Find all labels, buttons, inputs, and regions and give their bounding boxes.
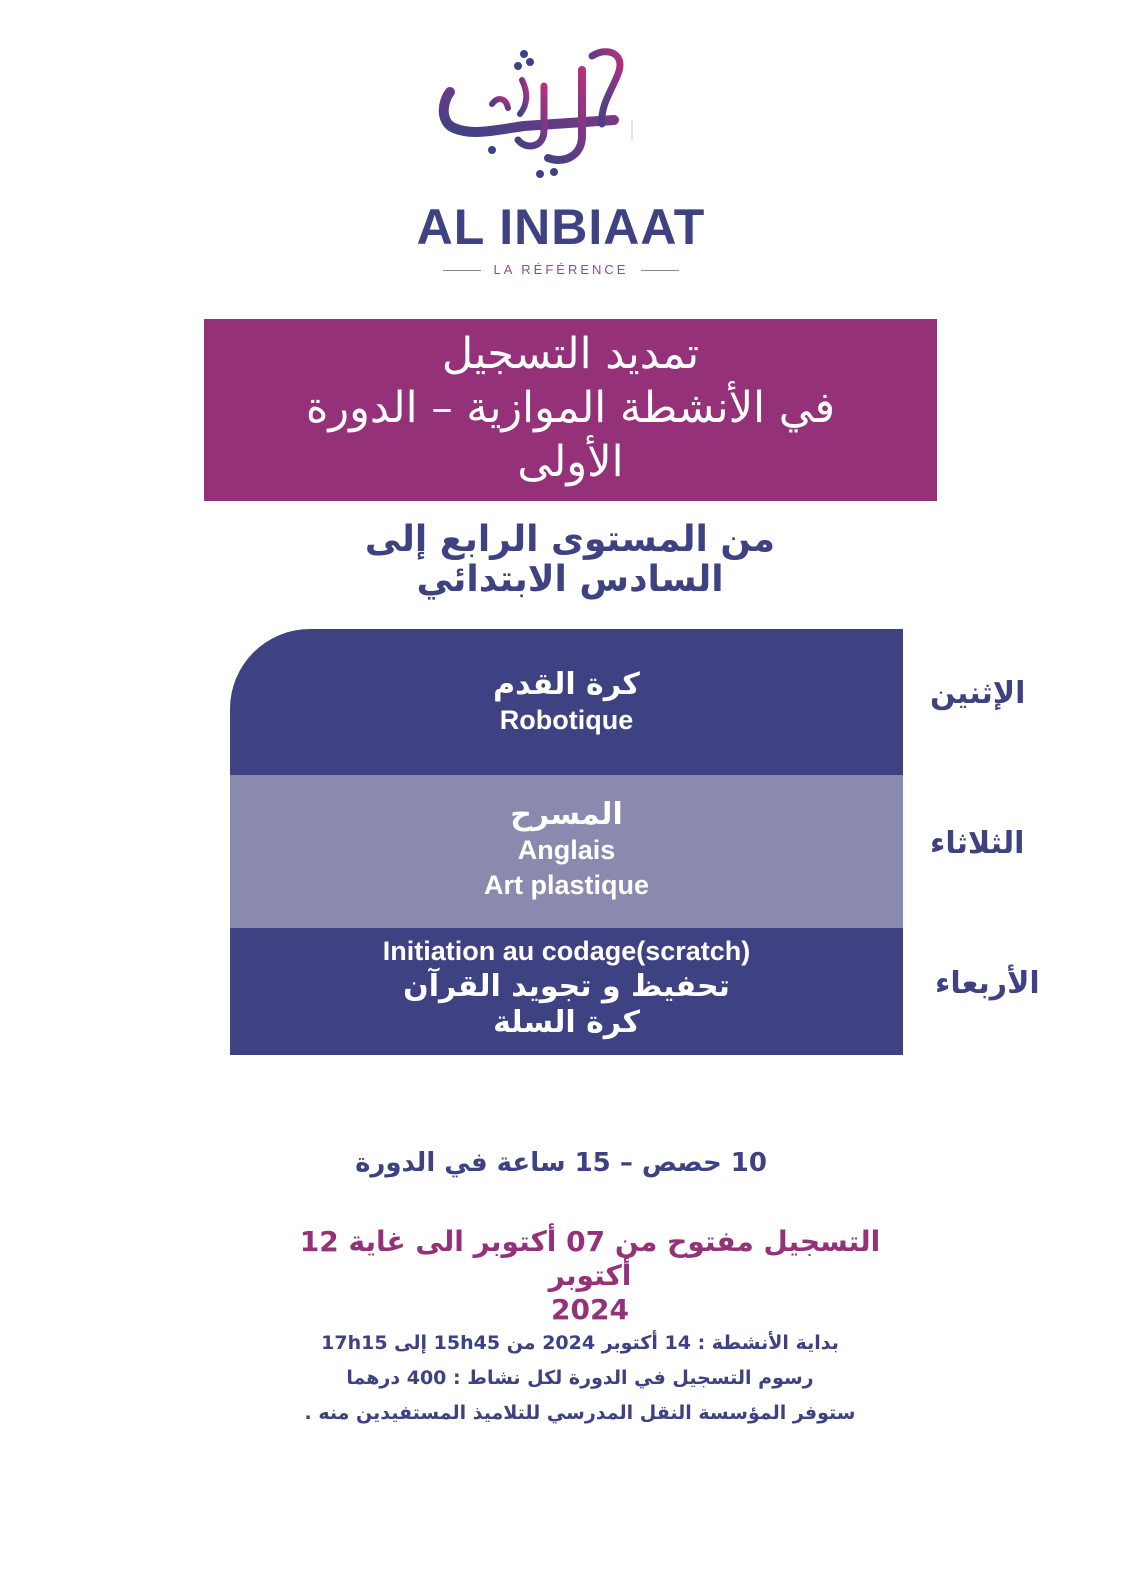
activity-art-plastique: Art plastique [483, 870, 650, 900]
notes [300, 1326, 860, 1431]
activity-codage: Initiation au codage(scratch) [382, 936, 751, 966]
subtitle-line-2: السادس الابتدائي [416, 559, 724, 600]
note-start-date: بداية الأنشطة : 14 أكتوبر 2024 من 15h45 إلى 17h15 [321, 1332, 839, 1354]
tagline-text: LA RÉFÉRENCE [493, 262, 629, 277]
subtitle [300, 520, 840, 600]
tagline-rule-left [443, 270, 481, 271]
brand-name: AL INBIAAT [416, 199, 706, 255]
title-banner [204, 319, 937, 501]
registration-period [270, 1225, 910, 1327]
note-transport: ستوفر المؤسسة النقل المدرسي للتلاميذ المستفيدين منه . [304, 1402, 856, 1424]
day-tuesday: الثلاثاء [930, 826, 1025, 861]
activity-football: كرة القدم [493, 667, 640, 702]
brand-tagline [0, 262, 1122, 277]
activity-robotique: Robotique [499, 705, 634, 735]
title-line-3: الأولى [517, 437, 624, 487]
day-wednesday: الأربعاء [935, 966, 1040, 1001]
title-line-2: في الأنشطة الموازية – الدورة [305, 383, 836, 433]
activity-quran: تحفيظ و تجويد القرآن [403, 969, 730, 1004]
registration-line-2: 2024 [551, 1293, 629, 1326]
logo-calligraphy [432, 40, 642, 190]
schedule-row-monday [230, 629, 903, 775]
schedule-row-tuesday [230, 775, 903, 928]
registration-line-1: التسجيل مفتوح من 07 أكتوبر الى غاية 12 أكتوبر [299, 1225, 881, 1292]
activity-anglais: Anglais [517, 835, 616, 865]
day-monday: الإثنين [930, 676, 1026, 711]
schedule-row-wednesday [230, 928, 903, 1055]
subtitle-line-1: من المستوى الرابع إلى [364, 519, 776, 560]
activity-theatre: المسرح [510, 797, 623, 832]
hours-summary: 10 حصص – 15 ساعة في الدورة [355, 1148, 767, 1178]
note-fees: رسوم التسجيل في الدورة لكل نشاط : 400 درهما [346, 1367, 814, 1389]
title-line-1: تمديد التسجيل [441, 329, 700, 379]
tagline-rule-right [641, 270, 679, 271]
activity-basketball: كرة السلة [493, 1005, 640, 1040]
